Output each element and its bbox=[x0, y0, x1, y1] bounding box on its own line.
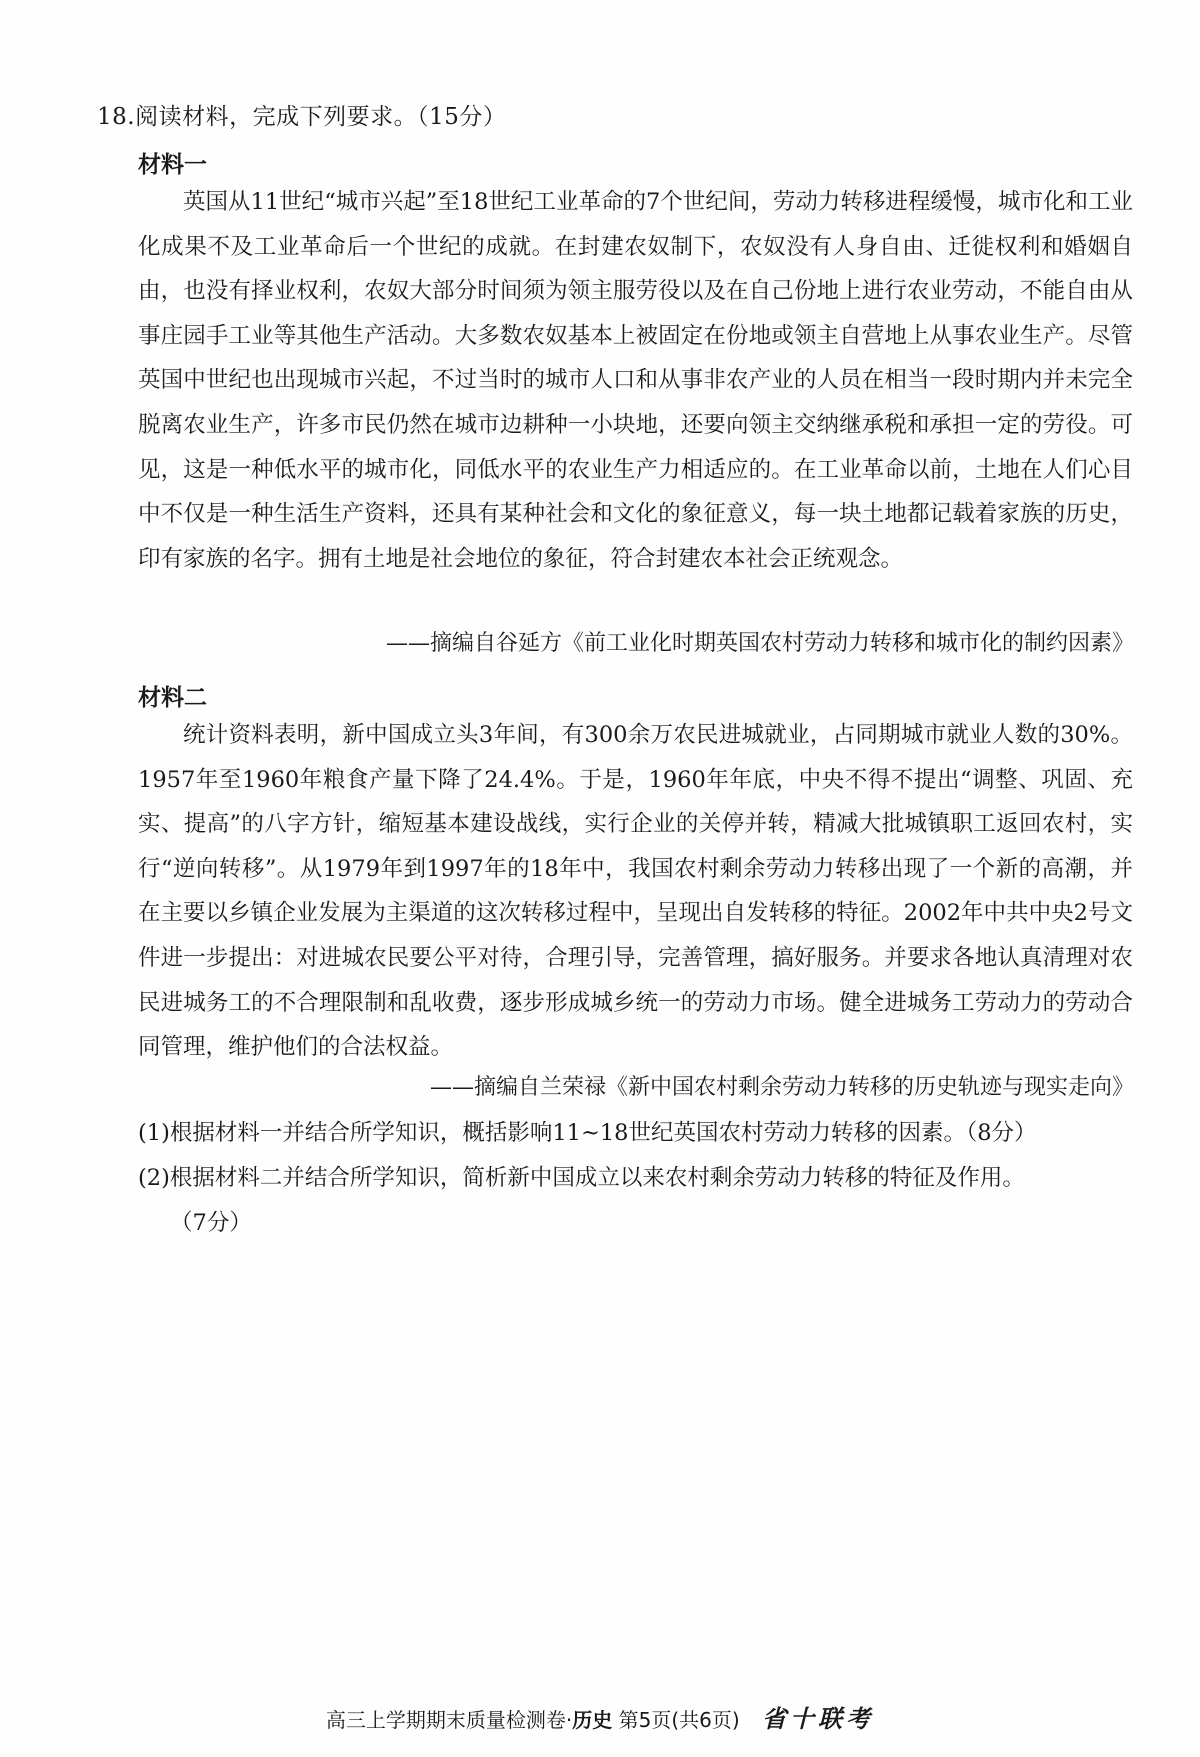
footer-subject: 历史 bbox=[572, 1708, 613, 1732]
page-footer bbox=[0, 1699, 1200, 1734]
material-1-source: ——摘编自谷延方《前工业化时期英国农村劳动力转移和城市化的制约因素》 bbox=[385, 631, 1134, 656]
question-title: 18.阅读材料，完成下列要求。（15分） bbox=[97, 104, 507, 130]
footer-brand-logo: 省十联考 bbox=[762, 1704, 875, 1733]
material-2-text: 统计资料表明，新中国成立头3年间，有300余万农民进城就业，占同期城市就业人数的30%。1957年至1960年粮食产量下降了24.4%。于是，1960年年底，中央不得不提出“调整、巩固、充实、提高”的八字方针，缩短基本建设战线，实行企业的关停并转，精减大批城镇职工返回农村，实行“逆向转移”。从1979年到1997年的18年中，我国农村剩余劳动力转移出现了一个新的高潮，并在主要以乡镇企业发展为主渠道的这次转移过程中，呈现出自发转移的特征。2002年中共中央2号文件进一步提出：对进城农民要公平对待，合理引导，完善管理，搞好服务。并要求各地认真清理对农民进城务工的不合理限制和乱收费，逐步形成城乡统一的劳动力市场。健全进城务工劳动力的劳动合同管理，维护他们的合法权益。 bbox=[138, 722, 1133, 1061]
footer-page-number: 第5页(共6页) bbox=[618, 1708, 740, 1732]
material-2-heading: 材料二 bbox=[138, 685, 207, 711]
material-1-heading: 材料一 bbox=[138, 152, 207, 178]
material-1-text: 英国从11世纪“城市兴起”至18世纪工业革命的7个世纪间，劳动力转移进程缓慢，城市化和工业化成果不及工业革命后一个世纪的成就。在封建农奴制下，农奴没有人身自由、迁徙权利和婚姻自由，也没有择业权利，农奴大部分时间须为领主服劳役以及在自己份地上进行农业劳动，不能自由从事庄园手工业等其他生产活动。大多数农奴基本上被固定在份地或领主自营地上从事农业生产。尽管英国中世纪也出现城市兴起，不过当时的城市人口和从事非农产业的人员在相当一段时期内并未完全脱离农业生产，许多市民仍然在城市边耕种一小块地，还要向领主交纳继承税和承担一定的劳役。可见，这是一种低水平的城市化，同低水平的农业生产力相适应的。在工业革命以前，土地在人们心目中不仅是一种生活生产资料，还具有某种社会和文化的象征意义，每一块土地都记载着家族的历史，印有家族的名字。拥有土地是社会地位的象征，符合封建农本社会正统观念。 bbox=[138, 189, 1133, 572]
sub-question-2-score: （7分） bbox=[170, 1210, 252, 1236]
sub-question-2: (2)根据材料二并结合所学知识，简析新中国成立以来农村剩余劳动力转移的特征及作用。 bbox=[138, 1165, 1025, 1191]
sub-question-1: (1)根据材料一并结合所学知识，概括影响11~18世纪英国农村劳动力转移的因素。（8分） bbox=[138, 1120, 1037, 1146]
material-2-source: ——摘编自兰荣禄《新中国农村剩余劳动力转移的历史轨迹与现实走向》 bbox=[429, 1075, 1134, 1100]
footer-exam-name: 高三上学期期末质量检测卷· bbox=[325, 1708, 573, 1732]
